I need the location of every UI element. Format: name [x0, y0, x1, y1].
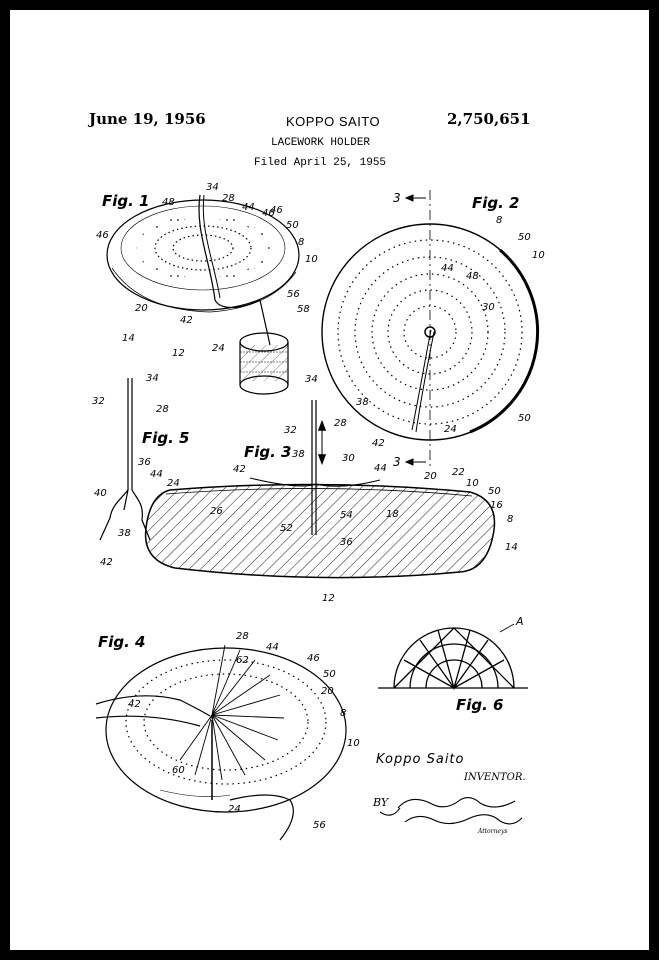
inventor-header: KOPPO SAITO — [286, 114, 381, 129]
inventor-signature-name: Koppo Saito — [376, 752, 465, 767]
ref-numeral: 60 — [172, 765, 185, 776]
ref-numeral: 46 — [262, 208, 275, 219]
ref-numeral: 34 — [305, 374, 318, 385]
ref-numeral: 46 — [307, 653, 320, 664]
fig3-caption: Fig. 3 — [244, 443, 292, 461]
fig2-caption: Fig. 2 — [472, 194, 520, 212]
ref-numeral: 14 — [505, 542, 518, 553]
ref-numeral: 50 — [286, 220, 299, 231]
ref-numeral: 52 — [280, 523, 293, 534]
fig4-caption: Fig. 4 — [98, 633, 146, 651]
ref-numeral: 8 — [340, 708, 347, 719]
ref-numeral: 8 — [298, 237, 305, 248]
ref-numeral: 22 — [452, 467, 465, 478]
ref-numeral: 20 — [321, 686, 334, 697]
ref-numeral: 24 — [212, 343, 225, 354]
by-label: BY — [373, 796, 389, 809]
ref-numeral: 50 — [488, 486, 501, 497]
ref-numeral: 44 — [374, 463, 387, 474]
patent-date: June 19, 1956 — [89, 110, 206, 128]
ref-numeral: 36 — [138, 457, 151, 468]
fig3-drawing — [146, 400, 495, 578]
ref-numeral: 10 — [305, 254, 318, 265]
ref-numeral: 44 — [150, 469, 163, 480]
ref-numeral: 10 — [532, 250, 545, 261]
ref-numeral: 10 — [347, 738, 360, 749]
ref-numeral: 28 — [334, 418, 347, 429]
ref-numeral: 42 — [128, 699, 141, 710]
fig6-drawing — [378, 624, 528, 688]
ref-numeral: 20 — [424, 471, 437, 482]
ref-numeral: 46 — [96, 230, 109, 241]
ref-numeral: 46 — [270, 205, 283, 216]
fig6-caption: Fig. 6 — [456, 696, 504, 714]
ref-numeral: 24 — [167, 478, 180, 489]
ref-numeral: 38 — [356, 397, 369, 408]
fig2-drawing — [322, 190, 538, 470]
ref-numeral: 26 — [210, 506, 223, 517]
ref-numeral: 48 — [466, 271, 479, 282]
patent-number: 2,750,651 — [447, 110, 531, 128]
ref-numeral: 20 — [135, 303, 148, 314]
ref-numeral: 56 — [287, 289, 300, 300]
ref-numeral: 50 — [518, 413, 531, 424]
ref-numeral: 42 — [233, 464, 246, 475]
ref-numeral: 28 — [222, 193, 235, 204]
ref-numeral: 12 — [172, 348, 185, 359]
ref-numeral: 44 — [441, 263, 454, 274]
ref-numeral: 34 — [206, 182, 219, 193]
ref-numeral: 8 — [496, 215, 503, 226]
ref-numeral: 36 — [340, 537, 353, 548]
ref-numeral: 50 — [518, 232, 531, 243]
ref-numeral: 54 — [340, 510, 353, 521]
ref-numeral: 24 — [444, 424, 457, 435]
ref-numeral: 10 — [466, 478, 479, 489]
ref-numeral: 28 — [236, 631, 249, 642]
ref-numeral: 32 — [284, 425, 297, 436]
inventor-role: INVENTOR. — [464, 772, 526, 783]
ref-numeral: 42 — [372, 438, 385, 449]
attorney-signature — [380, 798, 522, 824]
ref-numeral: 42 — [100, 557, 113, 568]
ref-numeral: 62 — [236, 655, 249, 666]
filed-date: Filed April 25, 1955 — [254, 157, 387, 169]
ref-numeral: 30 — [482, 302, 495, 313]
section-mark-top: 3 — [393, 191, 401, 205]
callout-a: A — [516, 615, 524, 628]
ref-numeral: 28 — [156, 404, 169, 415]
fig1-caption: Fig. 1 — [102, 192, 150, 210]
patent-title: LACEWORK HOLDER — [271, 137, 371, 149]
ref-numeral: 16 — [490, 500, 503, 511]
ref-numeral: 38 — [118, 528, 131, 539]
ref-numeral: 50 — [323, 669, 336, 680]
ref-numeral: 12 — [322, 593, 335, 604]
fig5-caption: Fig. 5 — [142, 429, 190, 447]
ref-numeral: 38 — [292, 449, 305, 460]
fig4-drawing — [96, 645, 346, 840]
ref-numeral: 18 — [386, 509, 399, 520]
ref-numeral: 40 — [94, 488, 107, 499]
attorneys-label: Attorneys — [478, 828, 508, 835]
ref-numeral: 24 — [228, 804, 241, 815]
ref-numeral: 30 — [342, 453, 355, 464]
ref-numeral: 44 — [266, 642, 279, 653]
ref-numeral: 56 — [313, 820, 326, 831]
thread-spool — [240, 333, 288, 394]
ref-numeral: 14 — [122, 333, 135, 344]
ref-numeral: 32 — [92, 396, 105, 407]
ref-numeral: 58 — [297, 304, 310, 315]
section-mark-bottom: 3 — [393, 455, 401, 469]
ref-numeral: 8 — [507, 514, 514, 525]
section-line-marks — [406, 195, 426, 465]
ref-numeral: 42 — [180, 315, 193, 326]
ref-numeral: 34 — [146, 373, 159, 384]
ref-numeral: 48 — [162, 197, 175, 208]
ref-numeral: 44 — [242, 202, 255, 213]
